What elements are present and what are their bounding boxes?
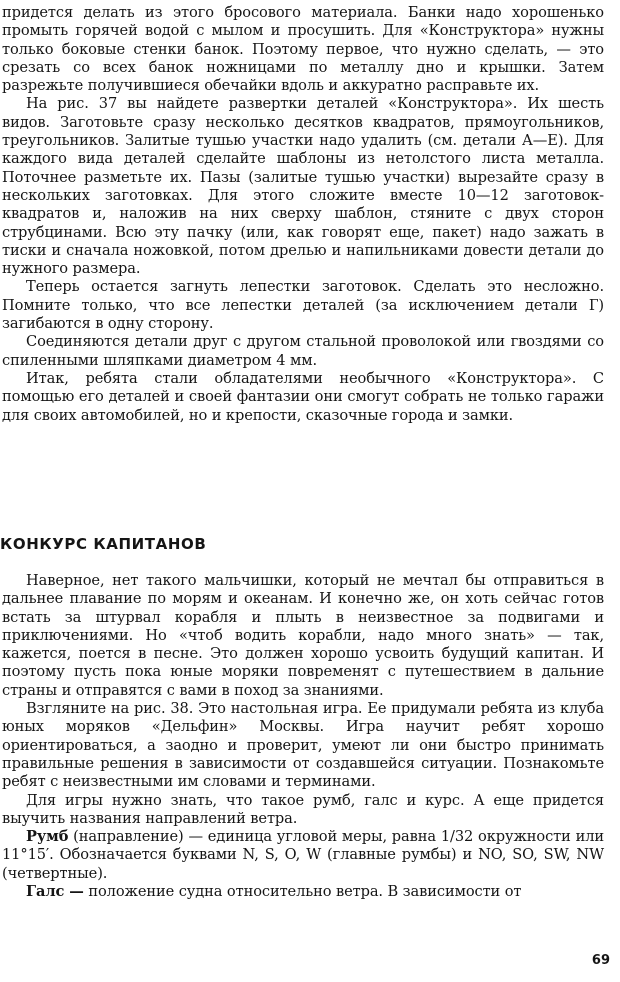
- paragraph-4: Соединяются детали друг с другом стальной проволокой или гвоздями со спиленными шляпками диаметром 4 мм.: [2, 333, 604, 369]
- term-rumb: Румб: [26, 828, 69, 846]
- paragraph-6: [2, 572, 604, 700]
- paragraph-rumb: [2, 828, 604, 883]
- paragraph-gals: [2, 883, 604, 901]
- paragraph-6-text: Наверное, нет такого мальчишки, который не мечтал бы отправиться в дальнее плавание по морям и океанам. И конечно же, он хоть сейчас готов встать за штурвал корабля и плыть в неизвестное за подвигами и приключениями. Но «чтоб водить корабли, надо много знать» — так, кажется, поется в песне. Это должен хорошо усвоить будущий капитан. И поэтому пусть пока юные моряки повременят с путешествием в дальние страны и отправятся с вами в поход за знаниями.: [2, 572, 604, 699]
- paragraph-7: [2, 700, 604, 791]
- paragraph-7-text: Взгляните на рис. 38. Это настольная игра. Ее придумали ребята из клуба юных моряков «Дельфин» Москвы. Игра научит ребят хорошо ориентироваться, а заодно и проверит, умеют ли они быстро принимать правильные решения в зависимости от создавшейся ситуации. Познакомьте ребят с неизвестными им словами и терминами.: [2, 700, 604, 791]
- gals-definition: положение судна относительно ветра. В зависимости от: [83, 883, 522, 901]
- paragraph-8: [2, 792, 604, 829]
- section-heading: КОНКУРС КАПИТАНОВ: [0, 535, 207, 553]
- paragraph-3: Теперь остается загнуть лепестки заготовок. Сделать это несложно. Помните только, что все лепестки деталей (за исключением детали Г) загибаются в одну сторону.: [2, 278, 604, 333]
- paragraph-1: придется делать из этого бросового материала. Банки надо хорошенько промыть горячей водой с мылом и просушить. Для «Конструктора» нужны только боковые стенки банок. Поэтому первое, что нужно сделать, — это срезать со всех банок ножницами по металлу дно и крышки. Затем разрежьте получившиеся обечайки вдоль и аккуратно расправьте их.: [2, 4, 604, 95]
- rumb-definition: (направление) — единица угловой меры, равна 1/32 окружности или 11°15′. Обозначается буквами N, S, O, W (главные румбы) и NO, SO, SW, NW (четвертные).: [2, 828, 604, 882]
- term-gals: Галс —: [26, 883, 84, 901]
- paragraph-8-text: Для игры нужно знать, что такое румб, галс и курс. А еще придется выучить названия направлений ветра.: [2, 791, 604, 827]
- paragraph-2: На рис. 37 вы найдете развертки деталей «Конструктора». Их шесть видов. Заготовьте сразу несколько десятков квадратов, прямоугольников, треугольников. Залитые тушью участки надо удалить (см. детали А—Е). Для каждого вида деталей сделайте шаблоны из нетолстого листа металла. Поточнее разметьте их. Пазы (залитые тушью участки) вырезайте сразу в нескольких заготовках. Для этого сложите вместе 10—12 заготовок-квадратов и, наложив на них сверху шаблон, стяните с двух сторон струбцинами. Всю эту пачку (или, как говорят еще, пакет) надо зажать в тиски и сначала ножовкой, потом дрелью и напильниками довести детали до нужного размера.: [2, 95, 604, 278]
- paragraph-5: Итак, ребята стали обладателями необычного «Конструктора». С помощью его деталей и своей фантазии они смогут собрать не только гаражи для своих автомобилей, но и крепости, сказочные города и замки.: [2, 369, 604, 424]
- page-number: 69: [591, 953, 610, 968]
- top-text-block: [2, 4, 604, 425]
- bottom-text-block: [2, 572, 604, 901]
